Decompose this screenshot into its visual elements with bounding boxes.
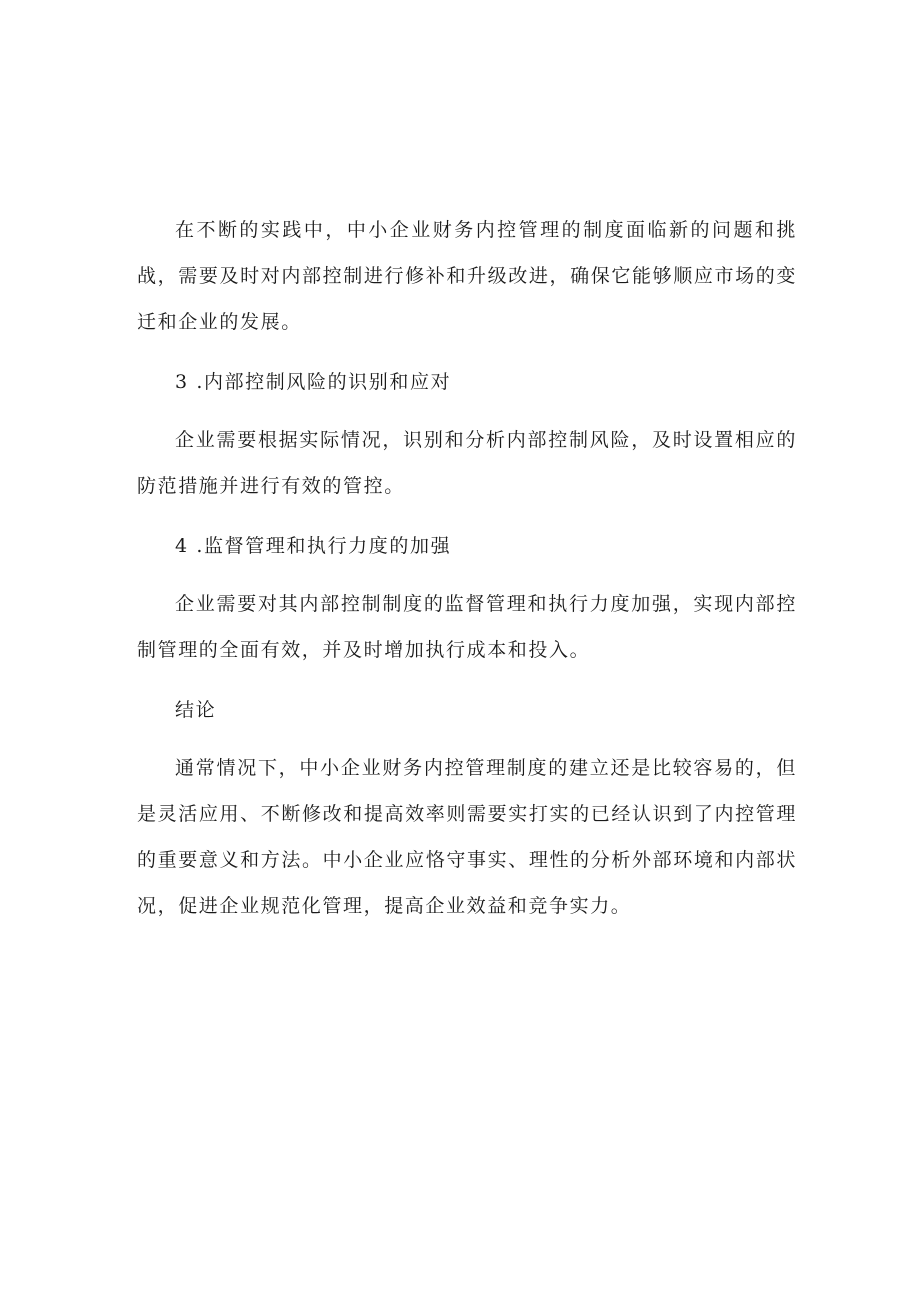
paragraph-risk: 企业需要根据实际情况，识别和分析内部控制风险，及时设置相应的防范措施并进行有效的管控。 <box>137 429 797 497</box>
document-body <box>137 207 797 929</box>
paragraph-supervision: 企业需要对其内部控制制度的监督管理和执行力度加强，实现内部控制管理的全面有效，并及时增加执行成本和投入。 <box>137 593 797 661</box>
heading-supervision: 4 .监督管理和执行力度的加强 <box>175 535 452 557</box>
paragraph-practice: 在不断的实践中，中小企业财务内控管理的制度面临新的问题和挑战，需要及时对内部控制进行修补和升级改进，确保它能够顺应市场的变迁和企业的发展。 <box>137 219 797 333</box>
heading-conclusion: 结论 <box>175 699 217 721</box>
heading-risk-identification: 3 .内部控制风险的识别和应对 <box>175 371 452 393</box>
paragraph-conclusion: 通常情况下，中小企业财务内控管理制度的建立还是比较容易的，但是灵活应用、不断修改和提高效率则需要实打实的已经认识到了内控管理的重要意义和方法。中小企业应恪守事实、理性的分析外部环境和内部状况，促进企业规范化管理，提高企业效益和竞争实力。 <box>137 757 797 917</box>
